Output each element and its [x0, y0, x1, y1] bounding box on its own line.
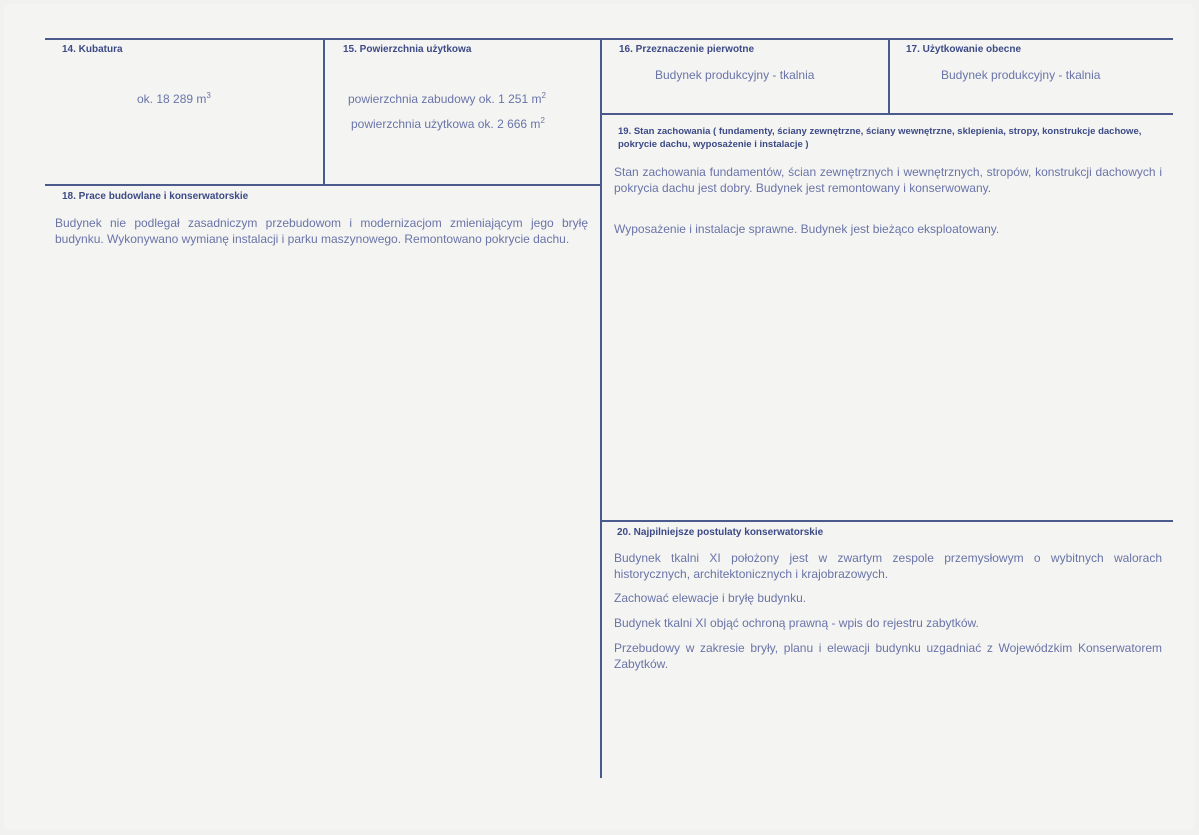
divider-14-15 — [323, 40, 325, 186]
section-17-header: 17. Użytkowanie obecne — [906, 44, 1022, 55]
section-19-para2: Wyposażenie i instalacje sprawne. Budynek jest bieżąco eksploatowany. — [614, 222, 1000, 236]
section-18-header: 18. Prace budowlane i konserwatorskie — [62, 191, 249, 202]
section-15-header: 15. Powierzchnia użytkowa — [343, 44, 472, 55]
section-14-header: 14. Kubatura — [62, 44, 123, 55]
rule-above-20 — [602, 520, 1173, 522]
section-20-para2: Zachować elewacje i bryłę budynku. — [614, 591, 807, 605]
section-15-line1 — [348, 92, 546, 106]
powierzchnia-uzytkowa-text: powierzchnia użytkowa ok. 2 666 m — [351, 117, 541, 131]
section-16-header: 16. Przeznaczenie pierwotne — [619, 44, 755, 55]
section-14-value — [137, 92, 211, 106]
section-19-para1: Stan zachowania fundamentów, ścian zewnętrznych i wewnętrznych, stropów, konstrukcji dachowych i pokrycia dachu jest dobry. Budynek jest remontowany i konserwowany. — [614, 165, 1162, 195]
section-19-header: 19. Stan zachowania ( fundamenty, ściany zewnętrzne, ściany wewnętrzne, sklepienia, stropy, konstrukcje dachowe, pokrycie dachu, wyposażenie i instalacje ) — [618, 126, 1142, 150]
divider-16-17 — [888, 40, 890, 114]
section-18-text: Budynek nie podlegał zasadniczym przebudowom i modernizacjom zmieniającym jego bryłę budynku. Wykonywano wymianę instalacji i parku maszynowego. Remontowano pokrycie dachu. — [55, 216, 588, 246]
rule-above-18 — [45, 184, 601, 186]
divider-left-right — [600, 40, 602, 778]
section-20-header: 20. Najpilniejsze postulaty konserwatorskie — [617, 527, 824, 538]
section-15-line2 — [351, 117, 545, 131]
section-17-value: Budynek produkcyjny - tkalnia — [941, 68, 1101, 82]
powierzchnia-uzytkowa-sup: 2 — [540, 116, 545, 125]
section-16-value: Budynek produkcyjny - tkalnia — [655, 68, 815, 82]
kubatura-unit-sup: 3 — [206, 91, 211, 100]
section-20-para3: Budynek tkalni XI objąć ochroną prawną - wpis do rejestru zabytków. — [614, 616, 979, 630]
powierzchnia-zabudowy-sup: 2 — [541, 91, 546, 100]
section-20-para1: Budynek tkalni XI położony jest w zwartym zespole przemysłowym o wybitnych walorach historycznych, architektonicznych i krajobrazowych. — [614, 551, 1162, 581]
kubatura-text: ok. 18 289 m — [137, 92, 207, 106]
top-rule — [45, 38, 1173, 40]
rule-above-19 — [602, 113, 1173, 115]
section-20-para4: Przebudowy w zakresie bryły, planu i elewacji budynku uzgadniać z Wojewódzkim Konserwatorem Zabytków. — [614, 641, 1162, 671]
powierzchnia-zabudowy-text: powierzchnia zabudowy ok. 1 251 m — [348, 92, 542, 106]
